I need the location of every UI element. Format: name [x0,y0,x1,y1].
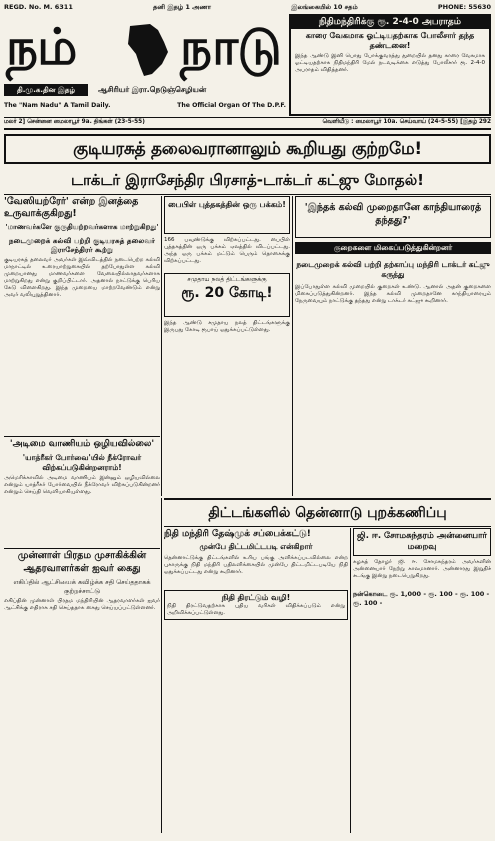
bible-page-body: 166 பவுண்டுக்கு விற்கப்பட்டது. பைபிள் புத்தகத்தின் ஒரு பக்கம் ஏலத்தில் விடப்பட்டது. அந்த ஒரு பக்கம் மட்டும் பெரும் தொகைக்கு விற்கப்பட்டது. [164,237,290,264]
masthead [4,14,286,114]
ceylon-price: இலங்கையில் 10 சதம் [291,3,358,11]
english-tagline-row [4,102,286,109]
issue-date-left: மலர் 2] சென்னை மைலாபூர் 9a. திங்கள் (23-5-55) [4,119,145,125]
fine-story-headline: நிதிமந்திரிக்கு ரூ. 2-4-0 அபராதம் [291,16,489,29]
fine-story-body: இந்த ஆண்டு இனி பொது போக்குவரத்து துறையில் தனது காரை வேகமாக ஓட்டியதற்காக நிதிமந்திரி மேல் நடவடிக்கை எடுத்து போலீசார் ரூ. 2-4-0 அபராதம் விதித்தனர். [295,53,485,73]
egypt-arrest-subhead: எகிப்தில் ஆட்சியைக் கவிழ்க்க சதி செய்ததாகக் குற்றச்சாட்டு [13,578,151,595]
fund-raising-body: நிதி திரட்டுவதற்காக புதிய வரிகள் விதிக்கப்படும் என்று அறிவிக்கப்பட்டுள்ளது. [167,603,345,616]
community-fund-headline: ரூ. 20 கோடி! [181,285,273,301]
egypt-arrest-story [4,550,160,833]
left-quote-subhead: 'மாணவர்களே குருதியற்றவர்களாக மாற்றுகிறது' [5,223,159,231]
katju-quote-headline: 'இந்தக் கல்வி முறைதானே காந்தியாரைத் தந்தது?' [304,202,482,226]
fine-story-box [289,14,491,116]
deshmukh-story [164,528,348,833]
fund-raising-box [164,590,348,620]
katju-story-body: இப்போதுள்ள கல்வி முறையில் குறைகள் உண்டு. ஆனால் அதன் குறைகளை மிகைப்படுத்துகின்றனர். இந்த கல்வி முறைதானே காந்தியாரையும் நேருவையும் நாட்டுக்கு தந்தது என்று டாக்டர் கட்ஜு கூறினார். [295,284,491,304]
slave-trade-story [4,438,160,546]
egypt-arrest-headline: முன்னாள் பிரதம முசாகிக்கின் ஆதரவாளர்கள் ஐவர் கைது [17,550,147,574]
top-info-bar [4,3,491,12]
left-story-body: குடியரசுத் தலைவர் அவர்கள் இவ்விடத்தில் நடைபெற்ற கல்வி மாநாட்டில் உரையாற்றுகையில் தற்போதுள்ள கல்வி முறையானது மாணவர்களை வேலையில்லாதவர்களாக மாற்றுகிறது என்று குறிப்பிட்டார். அதனால் நாட்டுக்கு பெரிய கேடு விளைகிறது. இந்த முறையை மாற்றவேண்டும் என்று அவர் வலியுறுத்தினார். [4,257,160,298]
fine-story-subhead: காரை வேகமாக ஓட்டியதற்காக போலீசார் தந்த தண்டனை! [305,31,475,50]
obituary-headline: ஜி. ஈ. சோமசுந்தரம் அன்னையார் மறைவு [357,531,487,552]
bible-page-box [164,196,290,234]
main-headline: குடியரசுத் தலைவரானாலும் கூறியது குற்றமே! [73,139,422,159]
right-column-story [295,196,491,496]
community-fund-body: இந்த ஆண்டு சமுதாய நலத் திட்டங்களுக்கு இருபது கோடி ரூபாய் ஒதுக்கப்பட்டுள்ளது. [164,320,290,333]
tamilnadu-map-icon [122,22,174,78]
slave-trade-body: அமெரிக்காவில் அடிமை வாணிபம் இன்னும் ஒழியவில்லை என்றும் யாத்ரீகர் போர்வையில் நீக்ரோவர் விற்கப்படுகின்றனர் என்றும் செய்தி வெளியாகியுள்ளது. [4,475,160,495]
masthead-title-left: நம் [6,17,77,76]
slave-trade-headline: 'அடிமை வாணியம் ஒழியவில்லை' [9,439,155,449]
deshmukh-body: தென்னாட்டுக்கு திட்டங்களில் உரிய பங்கு அளிக்கப்படவில்லை என்ற புகாருக்கு நிதி மந்திரி பதிலளிக்கையில் முன்பே திட்டமிட்டபடியே நிதி ஒதுக்கப்பட்டது என்று கூறினார். [164,555,348,575]
katju-quote-box [295,196,491,238]
main-headline-box [4,134,491,164]
community-fund-intro: சமுதாய நலத் திட்டங்களுக்கு [187,276,267,283]
english-organ: The Official Organ Of The D.P.F. [177,102,286,109]
masthead-daily-label: தி.மு.க.தின இதழ் [4,84,88,96]
editor-name: ஆசிரியர் இரா.நெடுஞ்செழியன் [98,85,207,94]
donation-list: நன்கொடை ரூ. 1,000 - ரூ. 100 - ரூ. 100 - ரூ. 100 - [353,590,490,607]
obituary-box [353,528,491,556]
obituary-story [353,528,491,833]
deshmukh-subhead: முன்பே திட்டமிட்டபடி என்கிறார் [199,542,313,551]
fund-raising-headline: நிதி திரட்டும் வழி! [221,593,291,602]
left-quote-headline: 'வேஸியற்ரேர்' என்ற இனத்தை உருவாக்குகிறது! [4,196,139,219]
community-fund-box [164,273,290,317]
left-column-story [4,196,160,434]
left-credit-headline: நடைமுறைக் கல்வி பற்றி குடியரசுத் தலைவர் இராசேந்திரர் கூற்று [9,236,155,254]
katju-credit-headline: நடைமுறைக் கல்வி பற்றி தற்காப்பு மந்திரி டாக்டர் கட்ஜு கருத்து [296,260,490,279]
english-tagline: The "Nam Nadu" A Tamil Daily. [4,102,111,109]
south-neglect-banner: திட்டங்களில் தென்னாடு புறக்கணிப்பு [208,505,447,521]
issue-date-right: வெளியீடு : மைலாபூர் 10a. செய்வாய் (24-5-55) [இதழ் 292 [322,119,491,125]
second-headline: டாக்டர் இராசேந்திர பிரசாத்-டாக்டர் கட்ஜு மோதல்! [71,171,424,189]
deshmukh-headline: நிதி மந்திரி தேஷ்முக் சப்பைக்கட்டு! [164,529,311,539]
phone-number: PHONE: 55630 [437,3,491,11]
masthead-title-right: நாடு [180,17,281,76]
registration-number: REGD. No. M. 6311 [4,3,73,11]
middle-column [164,196,290,496]
issue-line [4,119,491,126]
bible-page-headline: பைபிள் புத்தகத்தின் ஒரு பக்கம்! [168,200,286,209]
obituary-body: கழகத் தோழர் ஜி. ஈ. சோமசுந்தரம் அவர்களின் அன்னையார் நேற்று காலமானார். அன்னாரது இறுதிச் சடங்கு இன்று நடைபெறுகிறது. [353,559,491,579]
slave-trade-subhead: 'யாத்ரீகர் போர்வை'யில் நீக்ரோவர் விற்கப்படுகின்றனராம்! [22,453,142,472]
single-copy-price: தனி இதழ் 1 அணா [153,3,212,11]
katju-subhead: குறைகளை மிகைப்படுத்துகின்றனர் [295,242,491,254]
egypt-arrest-body: எகிப்தின் முன்னாள் பிரதம மந்திரியின் ஆதரவாளர்கள் ஐவர் ஆட்சிக்கு எதிராக சதி செய்ததாக கைது செய்யப்பட்டுள்ளனர். [4,598,160,611]
